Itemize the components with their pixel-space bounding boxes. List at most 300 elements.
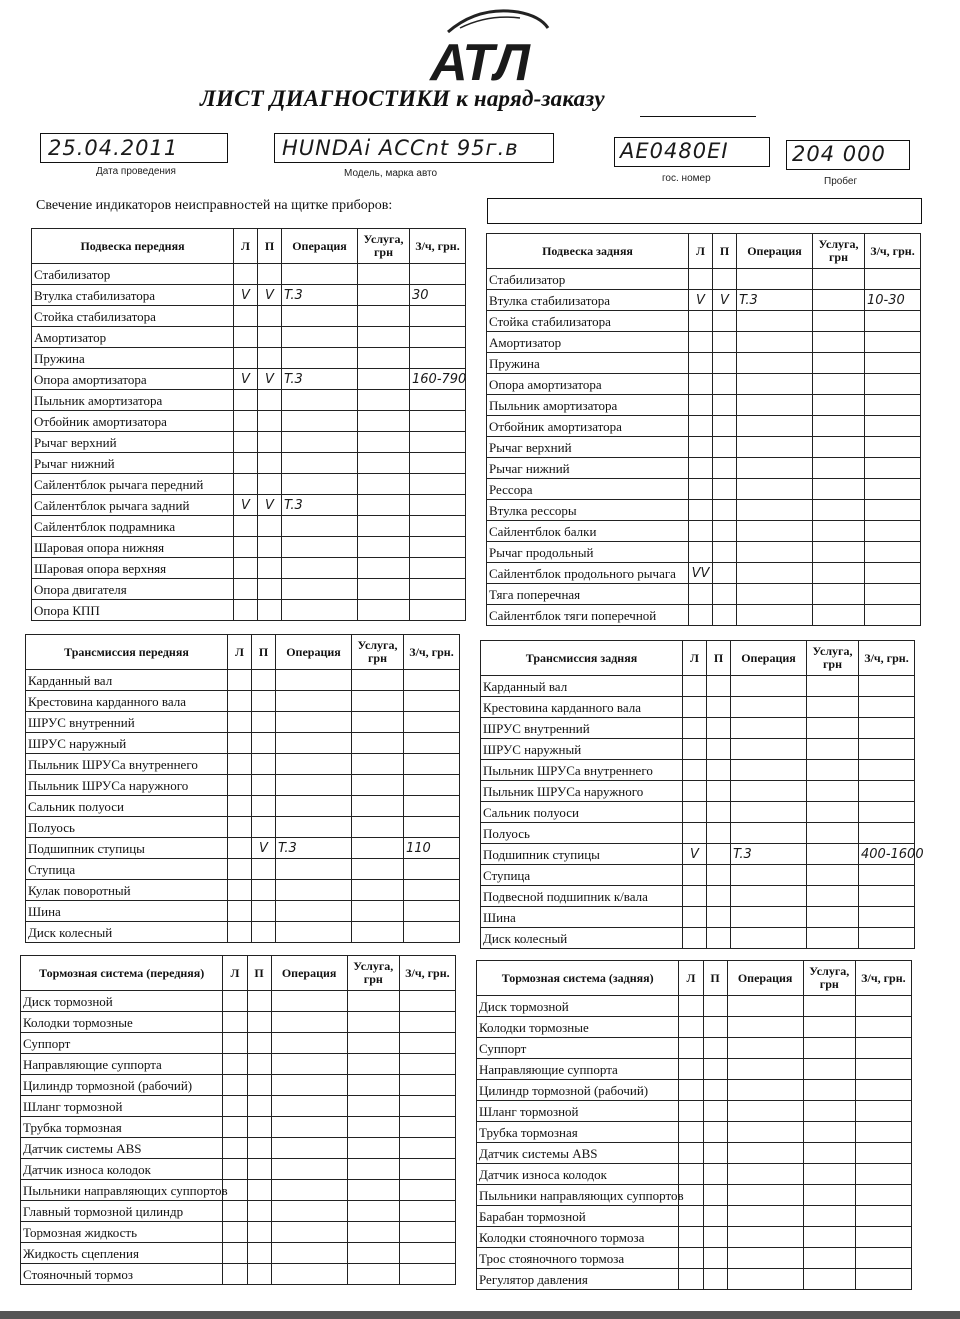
operation-value[interactable] [727, 1017, 803, 1038]
left-mark[interactable] [683, 907, 707, 928]
left-mark[interactable] [228, 691, 252, 712]
service-value[interactable] [352, 817, 404, 838]
right-mark[interactable] [713, 500, 737, 521]
operation-value[interactable] [282, 327, 358, 348]
operation-value[interactable]: T.3 [282, 495, 358, 516]
left-mark[interactable] [234, 537, 258, 558]
right-mark[interactable] [713, 479, 737, 500]
parts-value[interactable] [859, 865, 915, 886]
service-value[interactable] [807, 865, 859, 886]
service-value[interactable] [803, 996, 855, 1017]
service-value[interactable] [358, 453, 410, 474]
operation-value[interactable] [276, 922, 352, 943]
right-mark[interactable] [713, 416, 737, 437]
left-mark[interactable] [234, 327, 258, 348]
operation-value[interactable] [276, 733, 352, 754]
service-value[interactable] [813, 437, 865, 458]
left-mark[interactable] [228, 670, 252, 691]
parts-value[interactable] [410, 474, 466, 495]
parts-value[interactable] [410, 327, 466, 348]
right-mark[interactable] [247, 1075, 271, 1096]
service-value[interactable] [807, 781, 859, 802]
parts-value[interactable] [410, 432, 466, 453]
service-value[interactable] [358, 432, 410, 453]
right-mark[interactable] [713, 458, 737, 479]
right-mark[interactable] [707, 802, 731, 823]
operation-value[interactable] [276, 901, 352, 922]
left-mark[interactable] [234, 558, 258, 579]
left-mark[interactable]: V [234, 369, 258, 390]
parts-value[interactable] [865, 311, 921, 332]
right-mark[interactable] [247, 1096, 271, 1117]
parts-value[interactable] [404, 691, 460, 712]
service-value[interactable] [347, 1033, 399, 1054]
left-mark[interactable] [683, 886, 707, 907]
parts-value[interactable] [399, 1201, 455, 1222]
service-value[interactable] [813, 290, 865, 311]
right-mark[interactable] [713, 269, 737, 290]
service-value[interactable] [813, 332, 865, 353]
service-value[interactable] [807, 676, 859, 697]
right-mark[interactable] [258, 348, 282, 369]
left-mark[interactable] [679, 1059, 703, 1080]
left-mark[interactable] [228, 733, 252, 754]
right-mark[interactable] [713, 584, 737, 605]
service-value[interactable] [358, 537, 410, 558]
parts-value[interactable] [399, 991, 455, 1012]
right-mark[interactable] [707, 781, 731, 802]
operation-value[interactable] [731, 802, 807, 823]
parts-value[interactable] [410, 537, 466, 558]
service-value[interactable] [358, 411, 410, 432]
left-mark[interactable] [689, 437, 713, 458]
right-mark[interactable] [247, 1201, 271, 1222]
right-mark[interactable] [252, 922, 276, 943]
service-value[interactable] [347, 1201, 399, 1222]
service-value[interactable] [347, 1096, 399, 1117]
service-value[interactable] [813, 374, 865, 395]
right-mark[interactable] [252, 754, 276, 775]
parts-value[interactable] [399, 1075, 455, 1096]
parts-value[interactable] [855, 1080, 911, 1101]
right-mark[interactable] [247, 1138, 271, 1159]
left-mark[interactable] [223, 1012, 247, 1033]
left-mark[interactable] [689, 584, 713, 605]
right-mark[interactable] [252, 775, 276, 796]
left-mark[interactable] [679, 1101, 703, 1122]
left-mark[interactable] [223, 1222, 247, 1243]
service-value[interactable] [347, 1243, 399, 1264]
right-mark[interactable]: V [258, 495, 282, 516]
parts-value[interactable] [865, 605, 921, 626]
right-mark[interactable] [713, 374, 737, 395]
parts-value[interactable] [865, 269, 921, 290]
left-mark[interactable] [679, 1038, 703, 1059]
operation-value[interactable] [737, 605, 813, 626]
operation-value[interactable] [282, 432, 358, 453]
parts-value[interactable] [410, 516, 466, 537]
service-value[interactable] [358, 495, 410, 516]
left-mark[interactable]: VV [689, 563, 713, 584]
operation-value[interactable] [282, 516, 358, 537]
operation-value[interactable] [271, 1117, 347, 1138]
service-value[interactable] [813, 563, 865, 584]
left-mark[interactable] [679, 1269, 703, 1290]
left-mark[interactable] [234, 516, 258, 537]
left-mark[interactable] [223, 1096, 247, 1117]
service-value[interactable] [358, 600, 410, 621]
service-value[interactable] [813, 458, 865, 479]
operation-value[interactable] [271, 991, 347, 1012]
service-value[interactable] [803, 1122, 855, 1143]
operation-value[interactable] [737, 584, 813, 605]
left-mark[interactable] [689, 500, 713, 521]
service-value[interactable] [352, 754, 404, 775]
operation-value[interactable] [282, 390, 358, 411]
right-mark[interactable] [247, 1180, 271, 1201]
parts-value[interactable] [865, 563, 921, 584]
operation-value[interactable] [731, 781, 807, 802]
right-mark[interactable] [703, 1038, 727, 1059]
service-value[interactable] [352, 859, 404, 880]
service-value[interactable] [358, 558, 410, 579]
left-mark[interactable] [234, 474, 258, 495]
operation-value[interactable] [271, 1075, 347, 1096]
operation-value[interactable] [727, 1143, 803, 1164]
service-value[interactable] [347, 1075, 399, 1096]
right-mark[interactable] [703, 1269, 727, 1290]
right-mark[interactable] [258, 537, 282, 558]
operation-value[interactable] [727, 1059, 803, 1080]
service-value[interactable] [347, 1054, 399, 1075]
right-mark[interactable] [703, 1164, 727, 1185]
parts-value[interactable] [859, 928, 915, 949]
parts-value[interactable] [410, 579, 466, 600]
left-mark[interactable] [234, 264, 258, 285]
right-mark[interactable] [707, 823, 731, 844]
left-mark[interactable] [234, 348, 258, 369]
service-value[interactable] [807, 739, 859, 760]
right-mark[interactable] [703, 1122, 727, 1143]
parts-value[interactable] [404, 670, 460, 691]
service-value[interactable] [803, 1164, 855, 1185]
parts-value[interactable] [410, 306, 466, 327]
left-mark[interactable] [683, 823, 707, 844]
right-mark[interactable] [703, 996, 727, 1017]
operation-value[interactable] [727, 996, 803, 1017]
left-mark[interactable] [679, 1143, 703, 1164]
service-value[interactable] [813, 584, 865, 605]
operation-value[interactable] [737, 374, 813, 395]
left-mark[interactable] [679, 1164, 703, 1185]
left-mark[interactable] [689, 605, 713, 626]
left-mark[interactable]: V [234, 495, 258, 516]
right-mark[interactable] [713, 605, 737, 626]
right-mark[interactable] [713, 521, 737, 542]
operation-value[interactable] [271, 1159, 347, 1180]
left-mark[interactable] [689, 395, 713, 416]
parts-value[interactable] [410, 411, 466, 432]
right-mark[interactable] [252, 880, 276, 901]
left-mark[interactable] [683, 697, 707, 718]
right-mark[interactable] [252, 712, 276, 733]
parts-value[interactable] [410, 264, 466, 285]
service-value[interactable] [352, 775, 404, 796]
right-mark[interactable] [703, 1185, 727, 1206]
parts-value[interactable] [399, 1096, 455, 1117]
operation-value[interactable]: T.3 [282, 369, 358, 390]
indicators-field[interactable] [487, 198, 922, 224]
operation-value[interactable] [282, 600, 358, 621]
left-mark[interactable] [689, 332, 713, 353]
service-value[interactable] [347, 1222, 399, 1243]
left-mark[interactable] [683, 802, 707, 823]
operation-value[interactable] [727, 1206, 803, 1227]
parts-value[interactable] [855, 1143, 911, 1164]
operation-value[interactable] [731, 886, 807, 907]
parts-value[interactable] [399, 1012, 455, 1033]
service-value[interactable] [803, 1017, 855, 1038]
right-mark[interactable] [713, 311, 737, 332]
parts-value[interactable] [399, 1054, 455, 1075]
parts-value[interactable] [859, 886, 915, 907]
parts-value[interactable] [404, 859, 460, 880]
left-mark[interactable] [228, 817, 252, 838]
parts-value[interactable] [855, 1206, 911, 1227]
left-mark[interactable] [679, 1122, 703, 1143]
parts-value[interactable] [865, 374, 921, 395]
service-value[interactable] [358, 516, 410, 537]
operation-value[interactable] [737, 521, 813, 542]
operation-value[interactable] [282, 579, 358, 600]
service-value[interactable] [347, 991, 399, 1012]
operation-value[interactable] [271, 1264, 347, 1285]
parts-value[interactable] [859, 823, 915, 844]
service-value[interactable] [352, 796, 404, 817]
operation-value[interactable] [731, 928, 807, 949]
service-value[interactable] [347, 1012, 399, 1033]
parts-value[interactable] [865, 395, 921, 416]
service-value[interactable] [807, 844, 859, 865]
parts-value[interactable] [855, 1248, 911, 1269]
service-value[interactable] [347, 1264, 399, 1285]
left-mark[interactable] [679, 996, 703, 1017]
parts-value[interactable] [859, 760, 915, 781]
service-value[interactable] [813, 416, 865, 437]
right-mark[interactable] [252, 691, 276, 712]
operation-value[interactable] [737, 269, 813, 290]
left-mark[interactable] [234, 579, 258, 600]
left-mark[interactable] [223, 1264, 247, 1285]
operation-value[interactable] [737, 500, 813, 521]
left-mark[interactable] [223, 1201, 247, 1222]
service-value[interactable] [813, 395, 865, 416]
service-value[interactable] [807, 760, 859, 781]
parts-value[interactable] [865, 458, 921, 479]
service-value[interactable] [352, 838, 404, 859]
parts-value[interactable] [865, 479, 921, 500]
right-mark[interactable] [247, 1222, 271, 1243]
parts-value[interactable] [865, 500, 921, 521]
right-mark[interactable] [258, 579, 282, 600]
operation-value[interactable] [282, 453, 358, 474]
right-mark[interactable] [247, 1054, 271, 1075]
right-mark[interactable] [703, 1080, 727, 1101]
parts-value[interactable]: 10-30 [865, 290, 921, 311]
right-mark[interactable] [247, 1033, 271, 1054]
parts-value[interactable] [410, 453, 466, 474]
operation-value[interactable] [737, 416, 813, 437]
left-mark[interactable] [223, 991, 247, 1012]
operation-value[interactable]: T.3 [282, 285, 358, 306]
operation-value[interactable] [271, 1201, 347, 1222]
operation-value[interactable] [727, 1080, 803, 1101]
left-mark[interactable] [689, 521, 713, 542]
right-mark[interactable] [703, 1059, 727, 1080]
right-mark[interactable] [252, 859, 276, 880]
service-value[interactable] [358, 306, 410, 327]
operation-value[interactable] [271, 1033, 347, 1054]
right-mark[interactable] [707, 739, 731, 760]
parts-value[interactable]: 400-1600 [859, 844, 915, 865]
right-mark[interactable] [703, 1227, 727, 1248]
right-mark[interactable] [258, 474, 282, 495]
left-mark[interactable] [228, 838, 252, 859]
service-value[interactable] [347, 1138, 399, 1159]
right-mark[interactable] [258, 558, 282, 579]
right-mark[interactable] [258, 432, 282, 453]
parts-value[interactable] [865, 353, 921, 374]
right-mark[interactable] [707, 865, 731, 886]
service-value[interactable] [358, 390, 410, 411]
operation-value[interactable] [737, 563, 813, 584]
parts-value[interactable] [399, 1033, 455, 1054]
right-mark[interactable] [252, 733, 276, 754]
operation-value[interactable] [276, 670, 352, 691]
operation-value[interactable] [731, 676, 807, 697]
right-mark[interactable] [707, 886, 731, 907]
operation-value[interactable] [276, 775, 352, 796]
operation-value[interactable] [727, 1122, 803, 1143]
left-mark[interactable] [683, 760, 707, 781]
right-mark[interactable] [252, 817, 276, 838]
left-mark[interactable] [689, 269, 713, 290]
service-value[interactable] [358, 285, 410, 306]
parts-value[interactable] [859, 802, 915, 823]
service-value[interactable] [807, 697, 859, 718]
parts-value[interactable] [404, 754, 460, 775]
right-mark[interactable] [713, 395, 737, 416]
operation-value[interactable] [731, 760, 807, 781]
left-mark[interactable] [223, 1243, 247, 1264]
service-value[interactable] [803, 1101, 855, 1122]
service-value[interactable] [347, 1117, 399, 1138]
right-mark[interactable] [707, 760, 731, 781]
right-mark[interactable] [258, 264, 282, 285]
parts-value[interactable] [855, 1038, 911, 1059]
right-mark[interactable] [247, 991, 271, 1012]
operation-value[interactable] [737, 353, 813, 374]
service-value[interactable] [352, 691, 404, 712]
right-mark[interactable]: V [252, 838, 276, 859]
right-mark[interactable] [258, 411, 282, 432]
parts-value[interactable] [404, 817, 460, 838]
operation-value[interactable] [737, 479, 813, 500]
right-mark[interactable] [247, 1264, 271, 1285]
left-mark[interactable] [223, 1054, 247, 1075]
left-mark[interactable] [679, 1080, 703, 1101]
service-value[interactable] [358, 264, 410, 285]
left-mark[interactable] [223, 1159, 247, 1180]
left-mark[interactable] [689, 311, 713, 332]
parts-value[interactable] [855, 1017, 911, 1038]
service-value[interactable] [813, 500, 865, 521]
operation-value[interactable] [282, 264, 358, 285]
operation-value[interactable] [737, 332, 813, 353]
right-mark[interactable] [703, 1017, 727, 1038]
parts-value[interactable] [859, 718, 915, 739]
parts-value[interactable] [865, 521, 921, 542]
right-mark[interactable] [247, 1117, 271, 1138]
operation-value[interactable] [737, 458, 813, 479]
operation-value[interactable] [276, 691, 352, 712]
left-mark[interactable] [689, 542, 713, 563]
service-value[interactable] [813, 521, 865, 542]
parts-value[interactable] [855, 1122, 911, 1143]
service-value[interactable] [803, 1185, 855, 1206]
left-mark[interactable] [228, 922, 252, 943]
left-mark[interactable] [689, 416, 713, 437]
right-mark[interactable] [703, 1101, 727, 1122]
right-mark[interactable]: V [258, 285, 282, 306]
left-mark[interactable] [228, 901, 252, 922]
left-mark[interactable] [683, 865, 707, 886]
parts-value[interactable] [859, 907, 915, 928]
operation-value[interactable] [276, 754, 352, 775]
parts-value[interactable] [404, 796, 460, 817]
left-mark[interactable] [223, 1075, 247, 1096]
operation-value[interactable] [731, 697, 807, 718]
service-value[interactable] [358, 474, 410, 495]
parts-value[interactable] [404, 922, 460, 943]
service-value[interactable] [803, 1143, 855, 1164]
left-mark[interactable] [683, 718, 707, 739]
operation-value[interactable] [737, 542, 813, 563]
operation-value[interactable] [282, 411, 358, 432]
service-value[interactable] [352, 712, 404, 733]
left-mark[interactable] [683, 676, 707, 697]
operation-value[interactable] [727, 1185, 803, 1206]
right-mark[interactable] [247, 1012, 271, 1033]
operation-value[interactable] [727, 1164, 803, 1185]
operation-value[interactable] [731, 823, 807, 844]
service-value[interactable] [807, 823, 859, 844]
parts-value[interactable] [855, 1101, 911, 1122]
parts-value[interactable] [410, 600, 466, 621]
operation-value[interactable] [737, 437, 813, 458]
right-mark[interactable]: V [258, 369, 282, 390]
parts-value[interactable] [865, 584, 921, 605]
service-value[interactable] [347, 1180, 399, 1201]
left-mark[interactable] [234, 453, 258, 474]
right-mark[interactable] [252, 670, 276, 691]
parts-value[interactable] [399, 1117, 455, 1138]
parts-value[interactable] [865, 437, 921, 458]
operation-value[interactable] [727, 1101, 803, 1122]
right-mark[interactable] [713, 437, 737, 458]
operation-value[interactable] [727, 1248, 803, 1269]
right-mark[interactable] [703, 1248, 727, 1269]
